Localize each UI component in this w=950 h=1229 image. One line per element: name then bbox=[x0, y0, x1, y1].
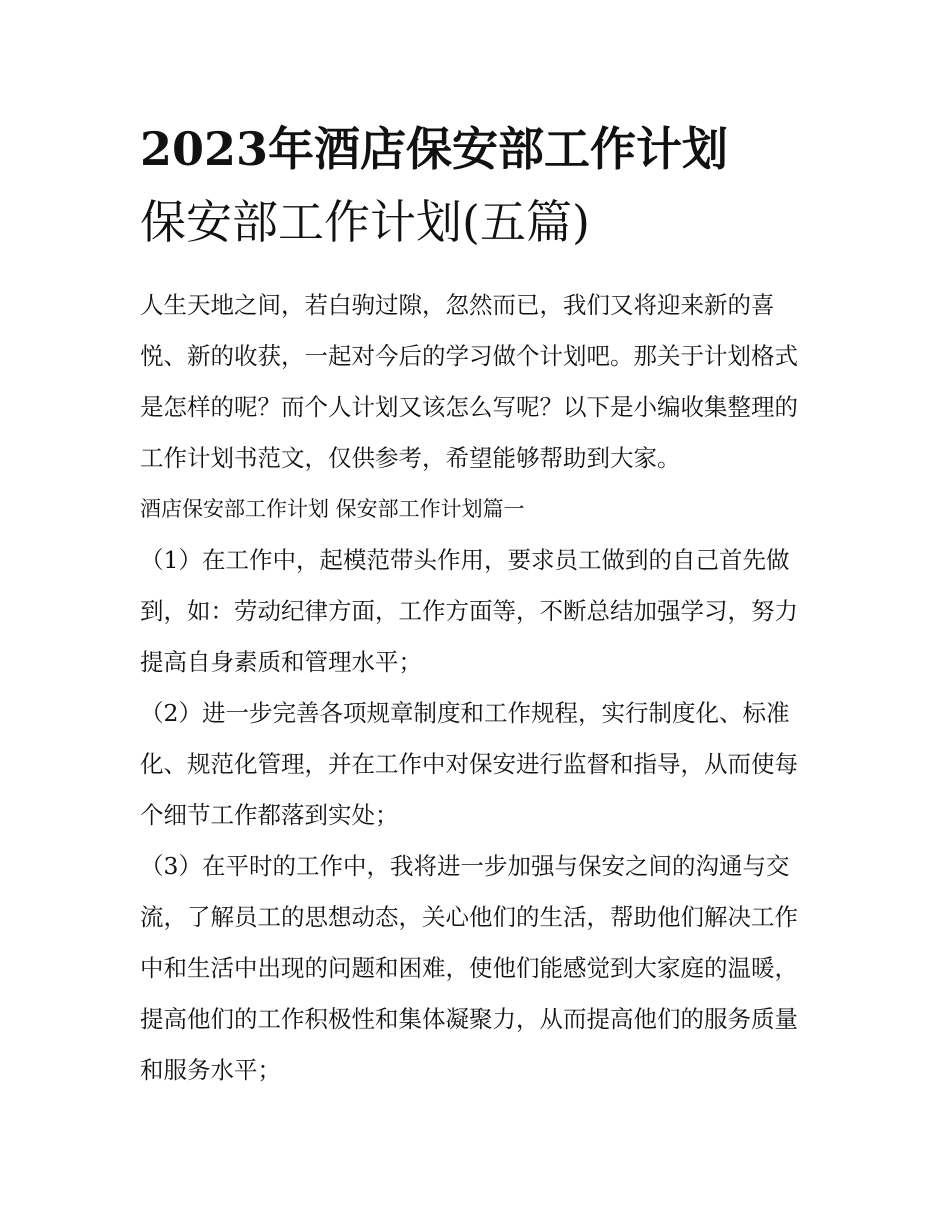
section-heading: 酒店保安部工作计划 保安部工作计划篇一 bbox=[140, 497, 525, 521]
list-item: （2）进一步完善各项规章制度和工作规程，实行制度化、标准化、规范化管理，并在工作中对保安进行监督和指导，从而使每个细节工作都落到实处； bbox=[140, 699, 798, 829]
list-item: （3）在平时的工作中，我将进一步加强与保安之间的沟通与交流，了解员工的思想动态，关心他们的生活，帮助他们解决工作中和生活中出现的问题和困难，使他们能感觉到大家庭的温暖，提高他们的工作积极性和集体凝聚力，从而提高他们的服务质量和服务水平； bbox=[140, 852, 798, 1084]
intro-paragraph: 人生天地之间，若白驹过隙，忽然而已，我们又将迎来新的喜悦、新的收获，一起对今后的学习做个计划吧。那关于计划格式是怎样的呢？而个人计划又该怎么写呢？以下是小编收集整理的工作计划书范文，仅供参考，希望能够帮助到大家。 bbox=[140, 291, 798, 472]
document-body bbox=[140, 280, 820, 1096]
list-item: （1）在工作中，起模范带头作用，要求员工做到的自己首先做到，如：劳动纪律方面，工作方面等，不断总结加强学习，努力提高自身素质和管理水平； bbox=[140, 546, 798, 676]
document-subtitle: 保安部工作计划(五篇) bbox=[140, 195, 590, 249]
document-title: 2023年酒店保安部工作计划 bbox=[140, 122, 729, 176]
